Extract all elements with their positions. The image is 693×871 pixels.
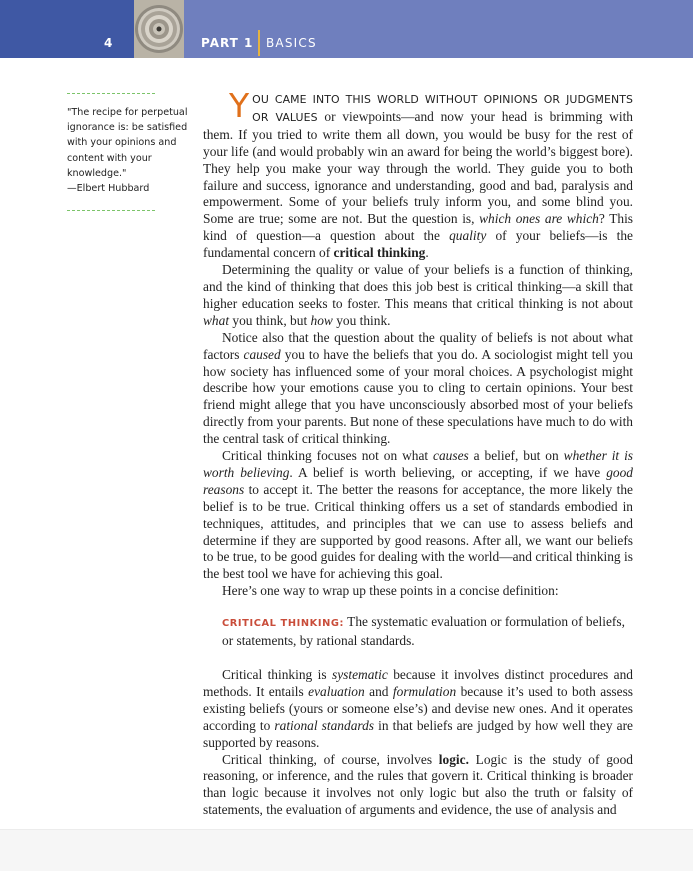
- italic-run: which ones are which: [479, 211, 599, 227]
- italic-run: caused: [243, 346, 281, 362]
- text-run: or viewpoints—and now your head is brimming with them. If you tried to write them all down, you would be busy for the rest of your life (and would probably win an award for being the world’s biggest bore). They help you make your way through the world. They guide you to both failure and success, ignorance and understanding, good and bad, paralysis and empowerment. Some of your beliefs truly inform you, and some blind you. Some are true; some are not. But the question is,: [203, 108, 633, 227]
- definition-term: CRITICAL THINKING:: [222, 618, 345, 630]
- text-run: because it involves distinct procedures and methods. It entails: [203, 667, 633, 699]
- text-run: because it’s used to both assess existing beliefs (yours or someone else’s) and devise new ones. And it operates according to: [203, 683, 633, 733]
- italic-run: causes: [433, 448, 469, 464]
- page-bottom-margin: [0, 829, 693, 871]
- italic-run: evaluation: [308, 683, 365, 699]
- paragraph-6: [203, 667, 633, 752]
- opening-caps: OU CAME INTO THIS WORLD WITHOUT OPINIONS OR JUDGMENTS OR VALUES: [252, 93, 633, 124]
- text-run: Determining the quality or value of your beliefs is a function of thinking, and the kind of thinking that does this job best is critical thinking—a skill that higher education seeks to foster. This means that critical thinking is not about: [203, 262, 633, 311]
- text-run: and: [364, 683, 393, 699]
- page-number: 4: [104, 36, 113, 50]
- stone-circle-image: [134, 0, 184, 58]
- text-run: you think.: [332, 312, 391, 328]
- main-text: [203, 86, 634, 819]
- text-run: ? This kind of question—a question about the: [203, 211, 634, 244]
- text-run: to accept it. The better the reasons for acceptance, the more likely the belief is to be true. Critical thinking offers us a set of standards embodied in techniques, attitudes, and principles that we can use to assess beliefs and determine if they are supported by good reasons. After all, we want our beliefs to be true, to be good guides for dealing with the world—and critical thinking is the best tool we have for achieving this goal.: [203, 481, 633, 582]
- quote-bottom-rule: [67, 210, 155, 211]
- drop-cap: Y: [229, 86, 250, 125]
- paragraph-4: [203, 448, 633, 583]
- text-run: Critical thinking, of course, involves: [222, 751, 439, 767]
- bold-term: critical thinking: [333, 245, 426, 261]
- text-run: a belief, but on: [468, 448, 564, 464]
- header-page-block: [0, 0, 134, 58]
- italic-run: formulation: [392, 683, 457, 699]
- definition-text: The systematic evaluation or formulation of beliefs, or statements, by rational standards.: [222, 614, 625, 649]
- text-run: Critical thinking focuses not on what: [222, 448, 434, 464]
- italic-run: good reasons: [203, 464, 633, 497]
- text-run: .: [425, 245, 429, 261]
- part-title: BASICS: [266, 36, 317, 50]
- part-divider: [258, 30, 260, 56]
- text-run: Notice also that the question about the quality of beliefs is not about what factors: [203, 329, 633, 362]
- text-run: Critical thinking is: [222, 667, 332, 682]
- italic-run: systematic: [332, 667, 388, 682]
- text-run: of your beliefs—is the fundamental concern of: [203, 228, 633, 261]
- definition-block: [222, 614, 633, 650]
- italic-run: whether it is worth believing: [203, 448, 633, 480]
- italic-run: rational standards: [274, 717, 375, 733]
- paragraph-3: [203, 330, 633, 448]
- part-label: PART 1: [201, 36, 254, 50]
- text-run: Logic is the study of good reasoning, or inference, and the rules that govern it. Critical thinking is broader than logic because it involves not only logic but also the truth or falsity of statements, the evaluation of arguments and evidence, the use of analysis and: [203, 751, 633, 818]
- paragraph-2: [203, 262, 633, 330]
- paragraph-1: [203, 86, 634, 262]
- bold-term: logic.: [438, 751, 469, 767]
- paragraph-7: [203, 752, 633, 820]
- italic-run: how: [310, 312, 333, 328]
- text-run: you to have the beliefs that you do. A sociologist might tell you how society has influenced some of your moral choices. A psychologist might describe how your emotions cause you to cling to certain opinions. Your best friend might allege that you have unconsciously absorbed most of your beliefs directly from your parents. But none of these speculations have much to do with the central task of critical thinking.: [203, 346, 634, 447]
- italic-run: quality: [449, 228, 487, 244]
- text-run: you think, but: [229, 312, 311, 328]
- quote-text: "The recipe for perpetual ignorance is: be satisfied with your opinions and content with your knowledge.": [67, 107, 188, 179]
- sidebar-quote: [67, 93, 191, 211]
- text-run: in that beliefs are judged by how well they are supported by reasons.: [203, 717, 633, 750]
- text-run: . A belief is worth believing, or accepting, if we have: [289, 464, 607, 480]
- italic-run: what: [203, 312, 230, 328]
- paragraph-5: Here’s one way to wrap up these points in a concise definition:: [222, 583, 559, 599]
- quote-author: —Elbert Hubbard: [67, 183, 150, 195]
- quote-top-rule: [67, 93, 155, 94]
